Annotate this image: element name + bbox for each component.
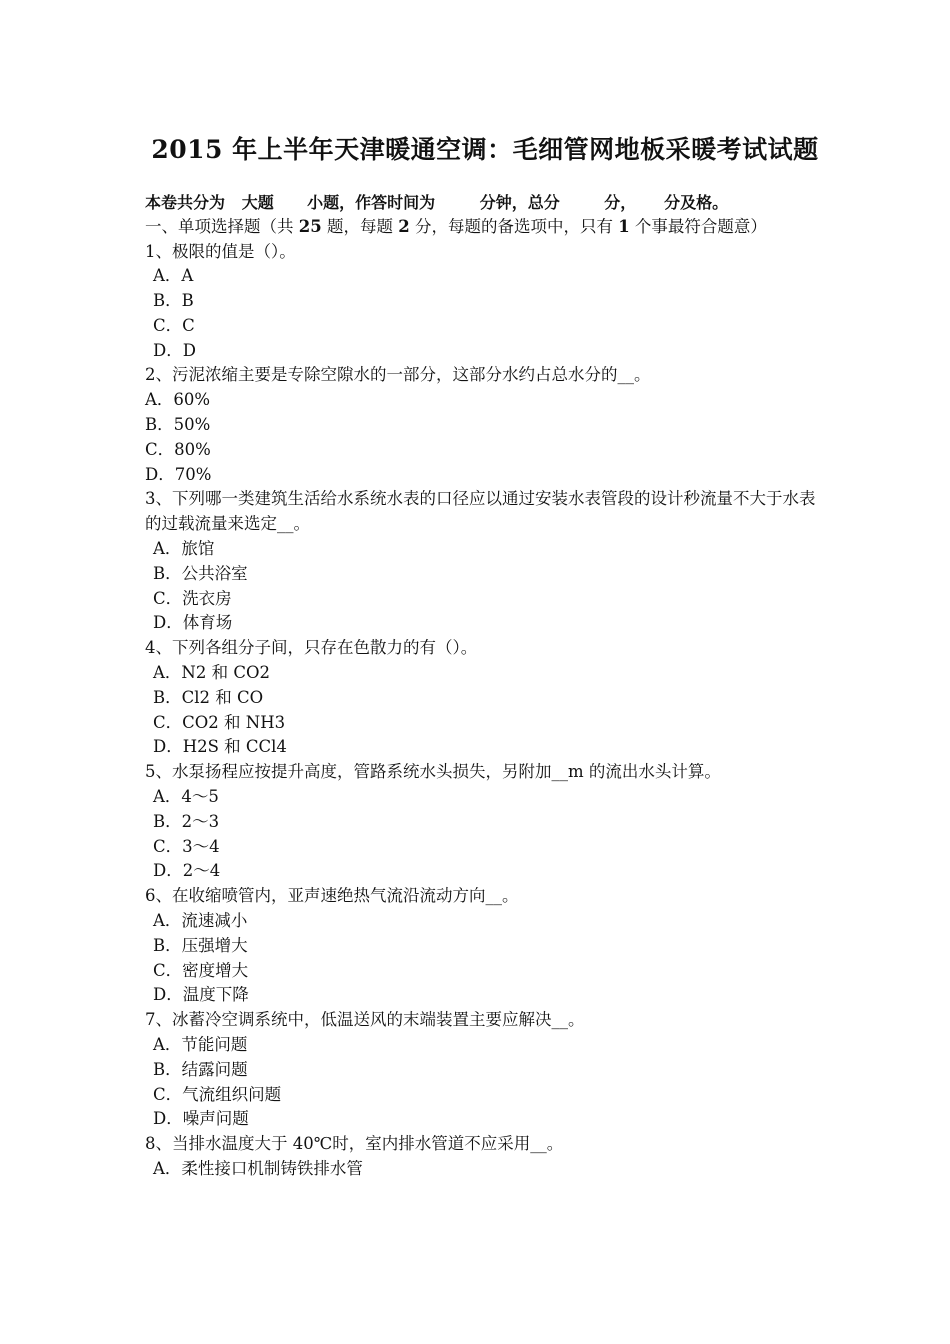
option-d: D．70%: [145, 464, 212, 484]
question-stem: 4、下列各组分子间，只存在色散力的有（）。: [145, 638, 478, 658]
question-item: [145, 1008, 825, 1132]
question-stem: 6、在收缩喷管内，亚声速绝热气流沿流动方向__。: [145, 886, 519, 906]
option-a: A．4～5: [153, 787, 219, 807]
question-item: [145, 760, 825, 884]
question-item: [145, 1132, 825, 1182]
question-item: [145, 240, 825, 364]
option-b: B．2～3: [153, 811, 220, 831]
option-c: C．C: [153, 315, 195, 335]
question-stem: 5、水泵扬程应按提升高度，管路系统水头损失，另附加__m 的流出水头计算。: [145, 762, 721, 782]
option-d: D．噪声问题: [153, 1109, 249, 1129]
question-item: [145, 636, 825, 760]
option-d: D．2～4: [153, 861, 221, 881]
option-c: C．3～4: [153, 836, 220, 856]
option-d: D．温度下降: [153, 985, 249, 1005]
document-page: [145, 130, 825, 1182]
option-b: B．50%: [145, 415, 211, 435]
question-item: [145, 884, 825, 1008]
option-d: D．D: [153, 340, 196, 360]
option-d: D．体育场: [153, 613, 233, 633]
option-a: A．A: [153, 266, 194, 286]
option-a: A．N2 和 CO2: [153, 663, 270, 683]
option-a: A．60%: [145, 390, 211, 410]
option-b: B．压强增大: [153, 935, 248, 955]
option-c: C．气流组织问题: [153, 1084, 282, 1104]
option-c: C．CO2 和 NH3: [153, 712, 286, 732]
option-c: C．密度增大: [153, 960, 249, 980]
question-item: [145, 363, 825, 487]
exam-info-line: 本卷共分为 大题 小题，作答时间为 分钟，总分 分， 分及格。: [145, 193, 729, 212]
option-a: A．柔性接口机制铸铁排水管: [153, 1158, 363, 1178]
question-stem: 7、冰蓄冷空调系统中，低温送风的末端装置主要应解决__。: [145, 1010, 585, 1030]
option-c: C．80%: [145, 439, 211, 459]
question-stem: 3、下列哪一类建筑生活给水系统水表的口径应以通过安装水表管段的设计秒流量不大于水表的过载流量来选定__。: [145, 489, 816, 534]
option-b: B．公共浴室: [153, 563, 248, 583]
question-item: [145, 487, 825, 636]
question-list: [145, 240, 825, 1182]
option-b: B．结露问题: [153, 1059, 248, 1079]
option-d: D．H2S 和 CCl4: [153, 737, 287, 757]
question-stem: 1、极限的值是（）。: [145, 241, 296, 261]
option-a: A．旅馆: [153, 539, 215, 559]
question-stem: 8、当排水温度大于 40℃时，室内排水管道不应采用__。: [145, 1134, 564, 1154]
option-b: B．B: [153, 291, 194, 311]
option-a: A．节能问题: [153, 1035, 248, 1054]
question-stem: 2、污泥浓缩主要是专除空隙水的一部分，这部分水约占总水分的__。: [145, 365, 651, 385]
option-b: B．Cl2 和 CO: [153, 687, 264, 707]
section-heading: 一、单项选择题（共 25 题，每题 2 分，每题的备选项中，只有 1 个事最符合题意）: [145, 217, 767, 236]
option-c: C．洗衣房: [153, 588, 232, 608]
option-a: A．流速减小: [153, 911, 248, 931]
page-title: 2015 年上半年天津暖通空调：毛细管网地板采暖考试试题: [151, 135, 819, 164]
